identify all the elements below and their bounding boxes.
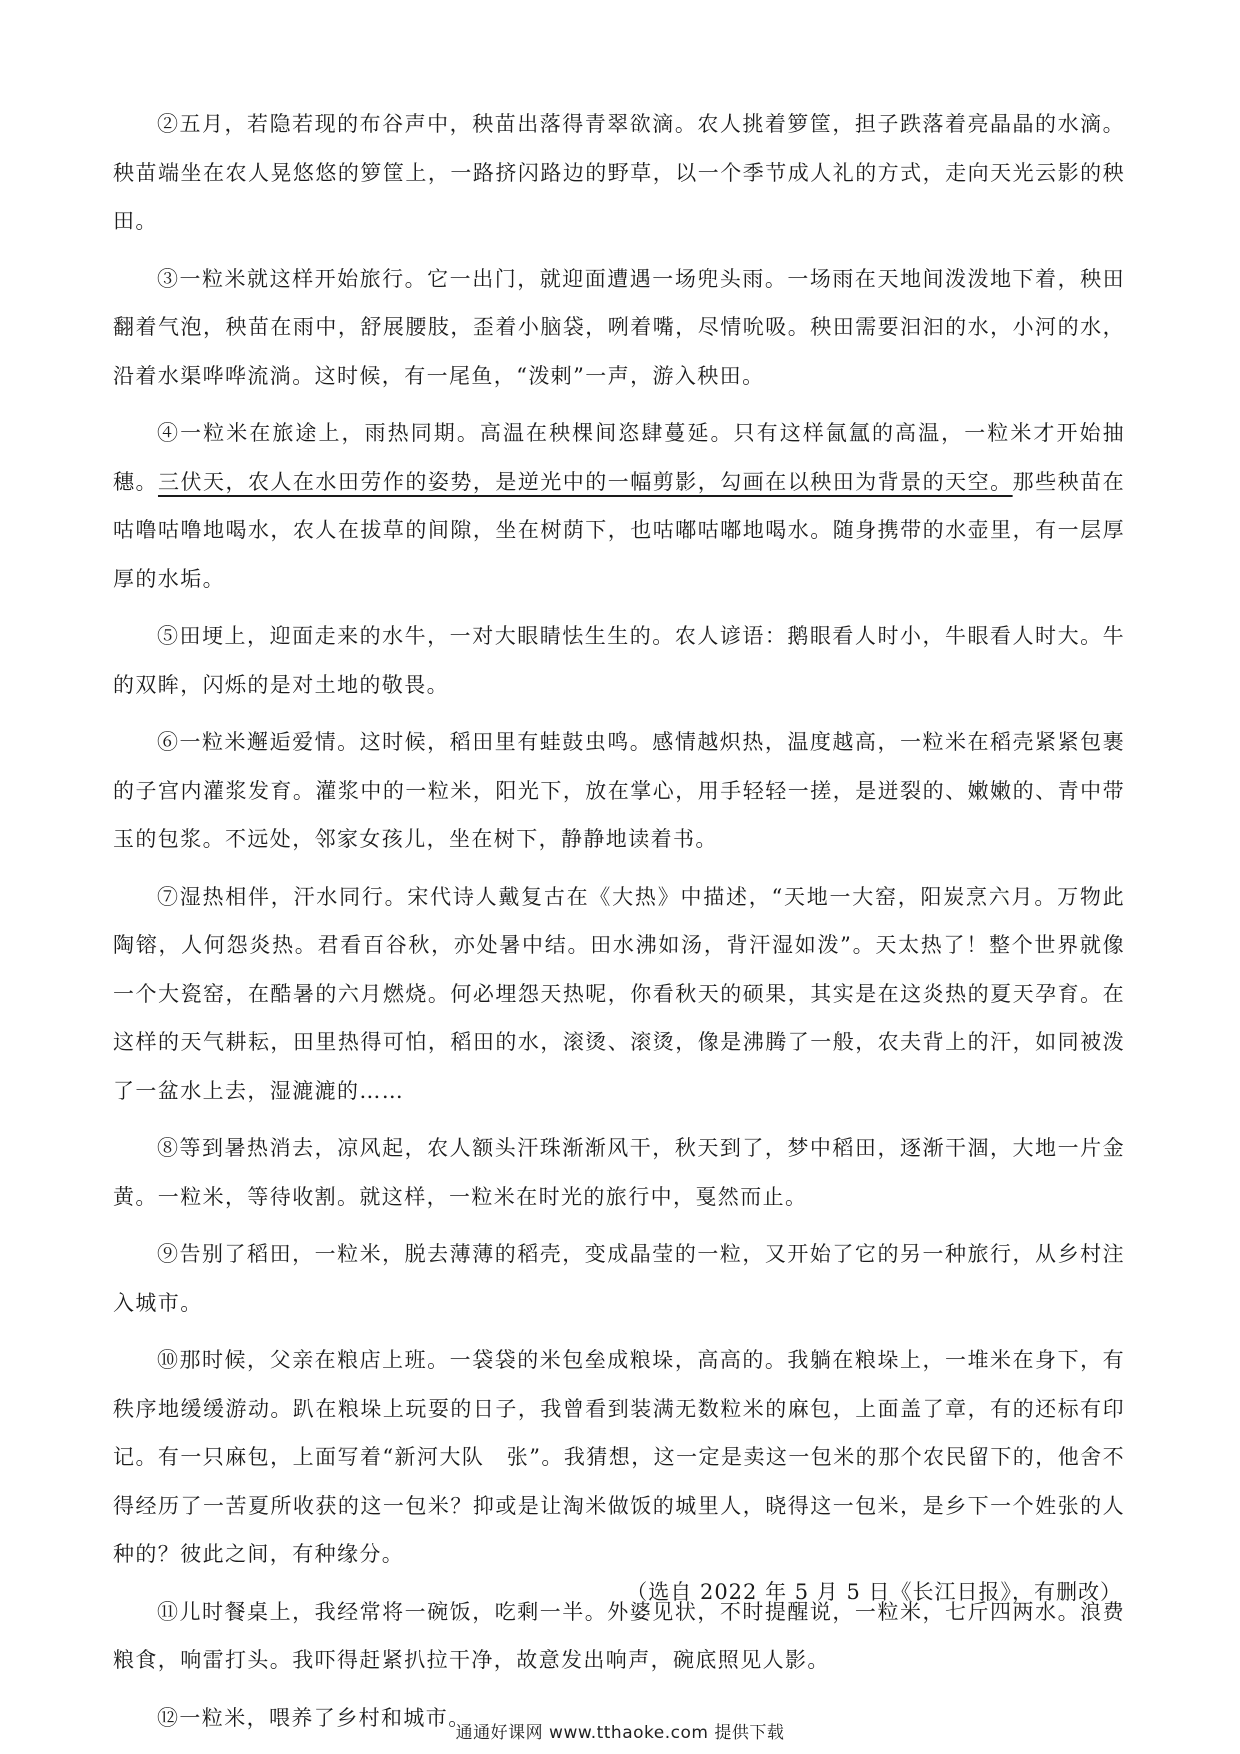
paragraph-8: ⑧等到暑热消去，凉风起，农人额头汗珠渐渐风干，秋天到了，梦中稻田，逐渐干涸，大地一片金黄。一粒米，等待收割。就这样，一粒米在时光的旅行中，戛然而止。 [113, 1136, 1125, 1209]
paragraph-6: ⑥一粒米邂逅爱情。这时候，稻田里有蛙鼓虫鸣。感情越炽热，温度越高，一粒米在稻壳紧紧包裹的子宫内灌浆发育。灌浆中的一粒米，阳光下，放在掌心，用手轻轻一搓，是迸裂的、嫩嫩的、青中带玉的包浆。不远处，邻家女孩儿，坐在树下，静静地读着书。 [113, 730, 1125, 851]
paragraph-7: ⑦湿热相伴，汗水同行。宋代诗人戴复古在《大热》中描述，“天地一大窑，阳炭烹六月。万物此陶镕，人何怨炎热。君看百谷秋，亦处暑中结。田水沸如汤，背汗湿如泼”。天太热了！整个世界就像一个大瓷窑，在酷暑的六月燃烧。何必埋怨天热呢，你看秋天的硕果，其实是在这炎热的夏天孕育。在这样的天气耕耘，田里热得可怕，稻田的水，滚烫、滚烫，像是沸腾了一般，农夫背上的汗，如同被泼了一盆水上去，湿漉漉的…… [113, 884, 1125, 1103]
source-citation: （选自 2022 年 5 月 5 日《长江日报》，有删改） [626, 1580, 1122, 1604]
paragraph-9: ⑨告别了稻田，一粒米，脱去薄薄的稻壳，变成晶莹的一粒，又开始了它的另一种旅行，从乡村注入城市。 [113, 1242, 1125, 1315]
paragraph-2: ②五月，若隐若现的布谷声中，秧苗出落得青翠欲滴。农人挑着箩筐，担子跌落着亮晶晶的水滴。秧苗端坐在农人晃悠悠的箩筐上，一路挤闪路边的野草，以一个季节成人礼的方式，走向天光云影的秧田。 [113, 112, 1125, 233]
paragraph-10: ⑩那时候，父亲在粮店上班。一袋袋的米包垒成粮垛，高高的。我躺在粮垛上，一堆米在身下，有秩序地缓缓游动。趴在粮垛上玩耍的日子，我曾看到装满无数粒米的麻包，上面盖了章，有的还标有印记。有一只麻包，上面写着“新河大队 张”。我猜想，这一定是卖这一包米的那个农民留下的，他舍不得经历了一苦夏所收获的这一包米？抑或是让淘米做饭的城里人，晓得这一包米，是乡下一个姓张的人种的？彼此之间，有种缘分。 [113, 1348, 1125, 1566]
paragraph-4-lead: ④一粒米在旅途上，雨热同期。高温在秧棵间恣肆蔓延。只有这样氤氲的高温，一粒米才开始抽穗。 [113, 421, 1125, 494]
footer-watermark: 通通好课网 www.tthaoke.com 提供下载 [455, 1723, 785, 1743]
paragraph-4-tail: 那些秧苗在咕噜咕噜地喝水，农人在拔草的间隙，坐在树荫下，也咕嘟咕嘟地喝水。随身携带的水壶里，有一层厚厚的水垢。 [113, 469, 1125, 591]
paragraph-5: ⑤田埂上，迎面走来的水牛，一对大眼睛怯生生的。农人谚语：鹅眼看人时小，牛眼看人时大。牛的双眸，闪烁的是对土地的敬畏。 [113, 624, 1125, 697]
paragraph-4 [113, 409, 1125, 603]
article-body [113, 100, 1125, 1751]
paragraph-12: ⑫一粒米，喂养了乡村和城市。 [157, 1705, 471, 1730]
paragraph-11: ⑪儿时餐桌上，我经常将一碗饭，吃剩一半。外婆见状，不时提醒说，一粒米，七斤四两水。浪费粮食，响雷打头。我吓得赶紧扒拉干净，故意发出响声，碗底照见人影。 [113, 1599, 1125, 1672]
paragraph-3: ③一粒米就这样开始旅行。它一出门，就迎面遭遇一场兜头雨。一场雨在天地间泼泼地下着，秧田翻着气泡，秧苗在雨中，舒展腰肢，歪着小脑袋，咧着嘴，尽情吮吸。秧田需要汩汩的水，小河的水，沿着水渠哗哗流淌。这时候，有一尾鱼，“泼剌”一声，游入秧田。 [113, 266, 1125, 388]
underlined-sentence: 三伏天，农人在水田劳作的姿势，是逆光中的一幅剪影，勾画在以秧田为背景的天空。 [157, 469, 1013, 494]
